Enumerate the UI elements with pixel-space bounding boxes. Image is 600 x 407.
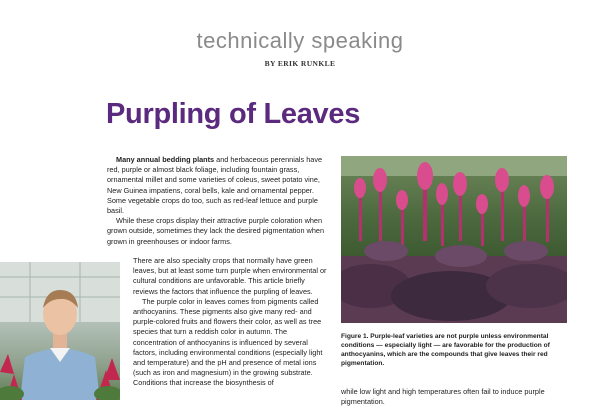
- figure-caption: Figure 1. Purple-leaf varieties are not purple unless environmental conditions — especially light — are favorable for the production of anthocyanins, which are the compounds that give leaves their red pigmentation.: [341, 333, 550, 367]
- paragraph-greenhouse: While these crops display their attractive purple coloration when grown outside, sometimes they lack the desired pigmentation when grown in greenhouses or indoor farms.: [107, 216, 324, 246]
- paragraph-greenhouse-cont: There are also specialty crops that normally have green leaves, but at least some turn purple when environmental or cultural conditions are unfavorable. This article briefly reviews the factors that influence the purpling of leaves.: [133, 256, 327, 296]
- paragraph-anthocyanins: The purple color in leaves comes from pigments called anthocyanins. These pigments also give many red- and purple-colored fruits and flowers their color, as well as tree species that turn a reddish color in autumn. The concentration of anthocyanins is influenced by several factors, including environmental conditions (especially light and temperature) and the pH and presence of metal ions (such as iron and magnesium) in the growing substrate. Conditions that increase the biosynthesis of: [133, 296, 323, 388]
- body-column-right: [341, 387, 573, 407]
- purple-flowers-illustration: [341, 156, 567, 323]
- column-header: technically speaking: [196, 28, 404, 53]
- figure-photo: [341, 156, 567, 323]
- author-photo: [0, 262, 120, 400]
- lead-in: Many annual bedding plants: [116, 155, 215, 164]
- byline: BY ERIK RUNKLE: [264, 59, 336, 68]
- body-column-left-bottom: [133, 256, 329, 389]
- article-title: Purpling of Leaves: [106, 98, 361, 130]
- paragraph-intro: [107, 155, 329, 216]
- intro-text: and herbaceous perennials have red, purple or almost black foliage, including fountain grass, ornamental millet and some varieties of coleus, sweet potato vine, New Guinea impatiens, coral bells, kale and ornamental pepper. Some vegetable crops do too, such as red-leaf lettuce and purple basil.: [107, 155, 323, 216]
- body-column-left-top: [107, 155, 329, 247]
- author-portrait-illustration: [0, 262, 120, 400]
- paragraph-right: while low light and high temperatures often fail to induce purple pigmentation.: [341, 387, 545, 407]
